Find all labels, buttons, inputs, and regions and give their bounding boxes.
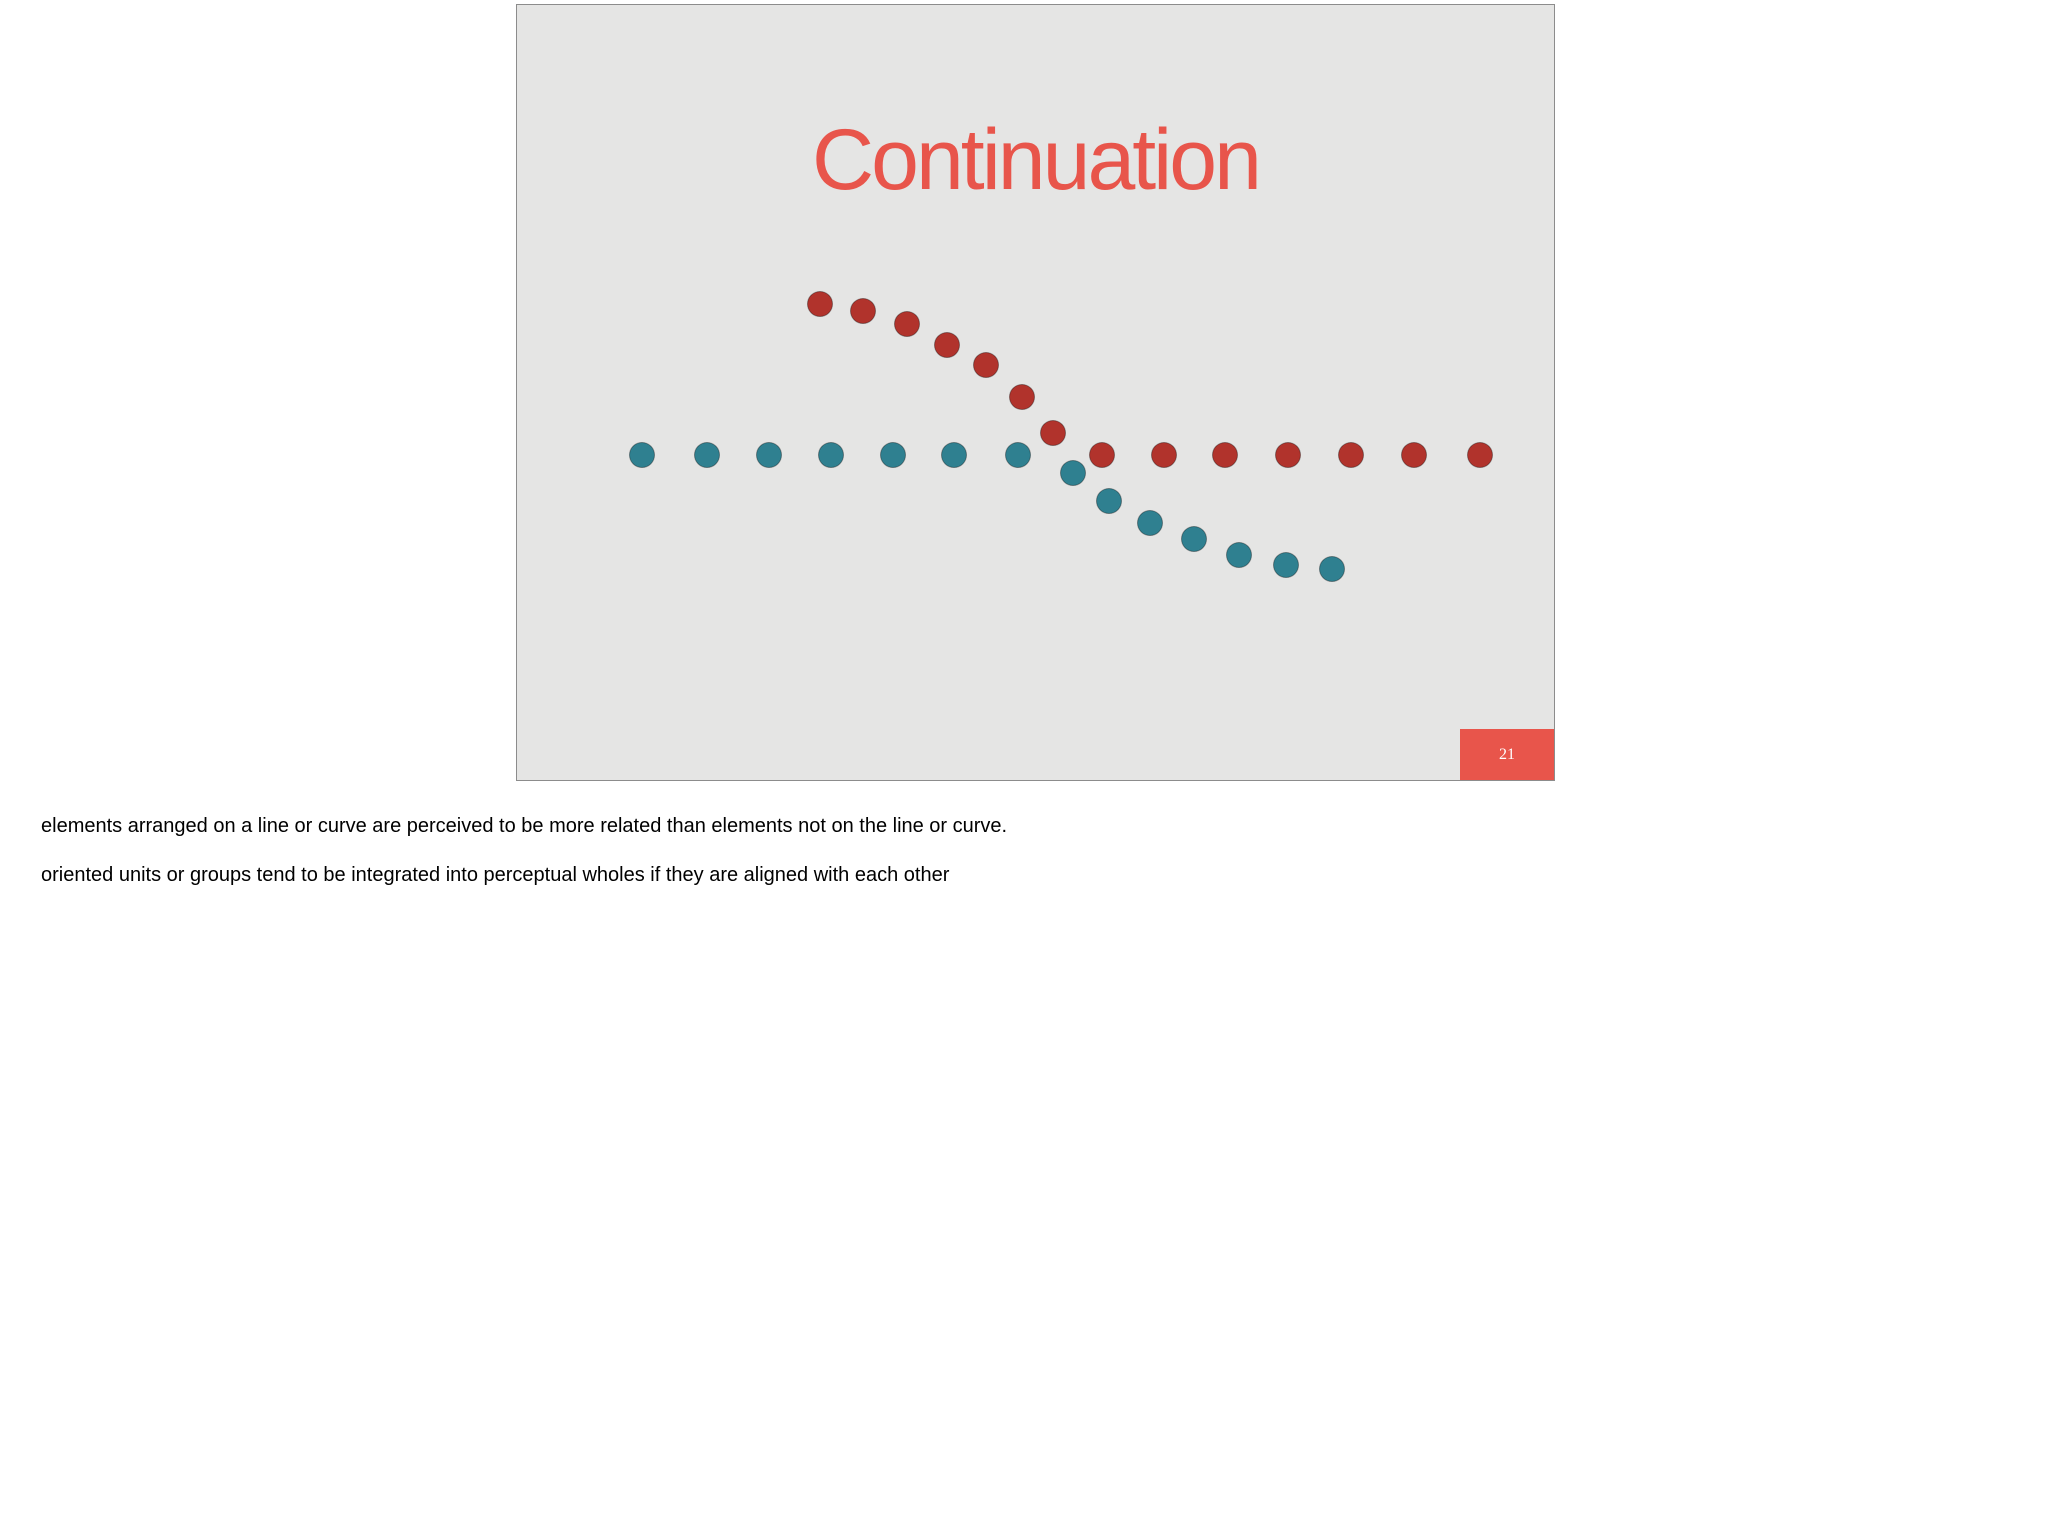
teal-dot — [1182, 527, 1207, 552]
teal-dot — [1097, 489, 1122, 514]
speaker-notes — [41, 814, 1941, 912]
red-dot — [808, 292, 833, 317]
page-number-badge — [1460, 729, 1554, 780]
teal-dot — [881, 443, 906, 468]
continuation-dots — [517, 5, 1555, 781]
teal-dot — [942, 443, 967, 468]
red-dot — [1041, 421, 1066, 446]
red-dot — [1339, 443, 1364, 468]
teal-dot — [1138, 511, 1163, 536]
teal-dot — [1227, 543, 1252, 568]
teal-dot — [819, 443, 844, 468]
red-dot — [895, 312, 920, 337]
teal-dot — [1274, 553, 1299, 578]
note-line: oriented units or groups tend to be integrated into perceptual wholes if they are aligned with each other — [41, 864, 950, 886]
red-dot — [851, 299, 876, 324]
red-dot — [1468, 443, 1493, 468]
red-dot — [974, 353, 999, 378]
red-dot — [1276, 443, 1301, 468]
red-dot — [1402, 443, 1427, 468]
page-number: 21 — [1499, 745, 1515, 763]
red-dot — [1152, 443, 1177, 468]
note-line: elements arranged on a line or curve are perceived to be more related than elements not on the line or curve. — [41, 815, 1008, 837]
teal-dot — [695, 443, 720, 468]
teal-dot — [1006, 443, 1031, 468]
teal-dot — [1320, 557, 1345, 582]
slide-title: Continuation — [812, 112, 1259, 208]
teal-dot — [1061, 461, 1086, 486]
red-dot — [1213, 443, 1238, 468]
red-dot — [935, 333, 960, 358]
slide — [516, 4, 1555, 781]
red-dot — [1090, 443, 1115, 468]
red-dot — [1010, 385, 1035, 410]
teal-dot — [757, 443, 782, 468]
teal-dot — [630, 443, 655, 468]
